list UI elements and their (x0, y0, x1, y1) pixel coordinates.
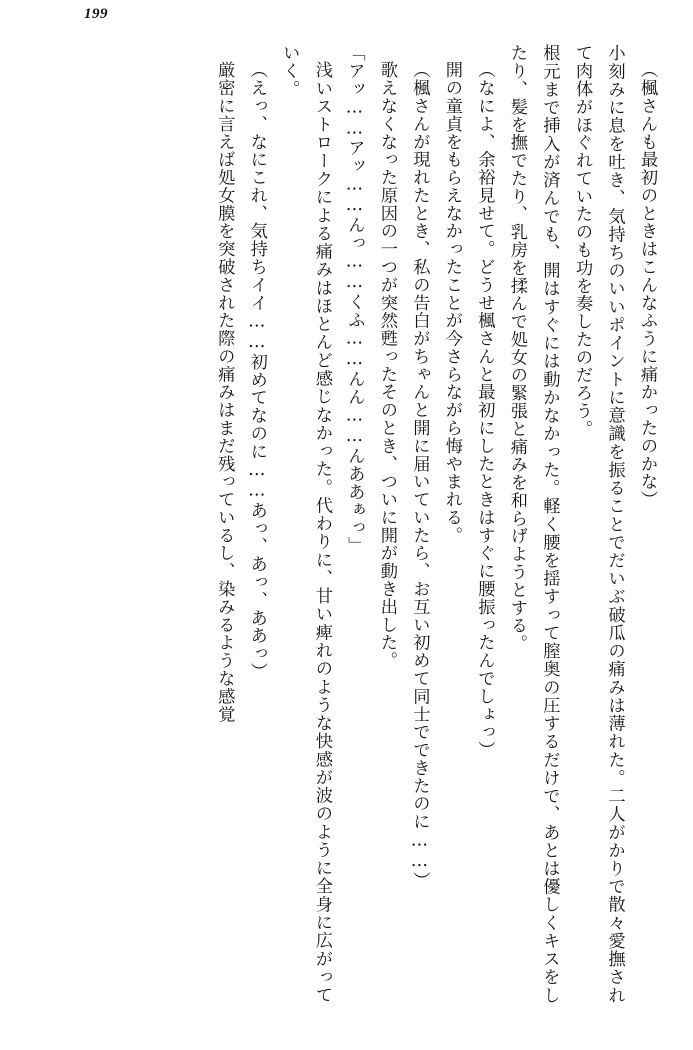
paragraph: 開の童貞をもらえなかったことが今さらながら悔やまれる。 (441, 61, 462, 545)
paragraph: 歌えなくなった原因の一つが突然甦ったそのとき、ついに開が動き出した。 (376, 61, 397, 670)
paragraph: 浅いストロークによる痛みはほとんど感じなかった。代わりに、甘い痺れのような快感が波のように全身に広がっていく。 (279, 44, 332, 1004)
paragraph: 小刻みに息を吐き、気持ちのいいポイントに意識を振ることでだいぶ破瓜の痛みは薄れた。二人がかりで散々愛撫されて肉体がほぐれていたのも功を奏したのだろう。 (571, 44, 625, 1004)
page-number: 199 (84, 6, 108, 22)
paragraph: 根元まで挿入が済んでも、開はすぐには動かなかった。軽く腰を揺すって膣奥の圧するだけで、あとは優しくキスをしたり、髪を撫でたり、乳房を揉んで処女の緊張と痛みを和らげようとする。 (506, 44, 560, 1004)
paragraph: 「アッ……アッ……んっ……くふ……んん……んああぁっ」 (344, 44, 365, 555)
paragraph: （楓さんが現れたとき、私の告白がちゃんと開に届いていたら、お互い初めて同士でできたのに……） (409, 61, 430, 890)
paragraph: （なによ、余裕見せて。どうせ楓さんと最初にしたときはすぐに腰振ったんでしょっ） (474, 61, 495, 760)
paragraph: （楓さんも最初のときはこんなふうに痛かったのかな） (637, 61, 657, 509)
page-text-body (43, 44, 663, 1004)
paragraph: 厳密に言えば処女膜を突破された際の痛みはまだ残っているし、染みるような感覚 (214, 61, 235, 724)
paragraph: （えっ、なにこれ、気持ちイイ……初めてなのに……あっ、あっ、ああっ） (246, 61, 267, 681)
